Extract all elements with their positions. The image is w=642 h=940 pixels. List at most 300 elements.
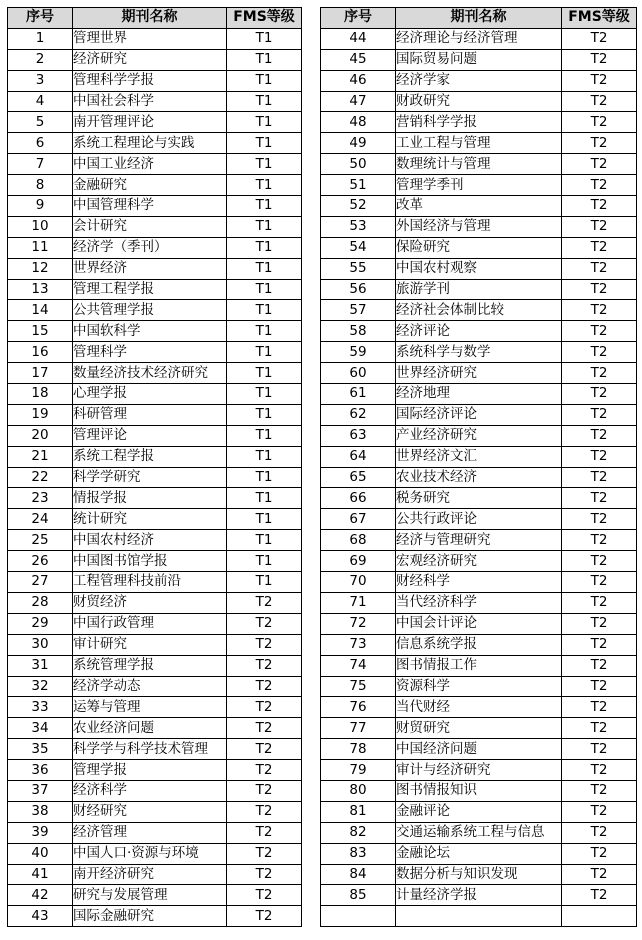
cell-grade: T2 <box>562 425 637 446</box>
cell-name: 中国管理科学 <box>73 196 227 217</box>
cell-name: 南开管理评论 <box>73 112 227 133</box>
cell-name: 系统科学与数学 <box>396 342 562 363</box>
table-row <box>8 592 302 613</box>
cell-num: 33 <box>8 697 73 718</box>
table-row <box>321 634 637 655</box>
cell-num: 3 <box>8 70 73 91</box>
table-row <box>8 488 302 509</box>
cell-name: 科学学研究 <box>73 467 227 488</box>
cell-num: 12 <box>8 258 73 279</box>
cell-num: 69 <box>321 551 396 572</box>
cell-name: 经济科学 <box>73 780 227 801</box>
table-row <box>8 530 302 551</box>
cell-name: 科学学与科学技术管理 <box>73 739 227 760</box>
cell-name: 金融论坛 <box>396 843 562 864</box>
cell-num: 29 <box>8 613 73 634</box>
table-row <box>321 718 637 739</box>
cell-num: 41 <box>8 864 73 885</box>
cell-name: 统计研究 <box>73 509 227 530</box>
table-row <box>321 446 637 467</box>
table-row <box>321 760 637 781</box>
table-row <box>321 530 637 551</box>
cell-name: 数理统计与管理 <box>396 154 562 175</box>
table-row <box>321 801 637 822</box>
cell-name: 保险研究 <box>396 237 562 258</box>
cell-grade: T2 <box>227 634 302 655</box>
cell-num: 75 <box>321 676 396 697</box>
cell-grade: T1 <box>227 321 302 342</box>
cell-name: 改革 <box>396 196 562 217</box>
cell-name: 中国工业经济 <box>73 154 227 175</box>
cell-grade: T2 <box>562 384 637 405</box>
cell-name: 管理评论 <box>73 425 227 446</box>
table-row <box>321 906 637 927</box>
table-row <box>8 613 302 634</box>
cell-num: 22 <box>8 467 73 488</box>
table-row <box>321 655 637 676</box>
table-row <box>8 300 302 321</box>
cell-name: 数量经济技术经济研究 <box>73 363 227 384</box>
cell-name: 信息系统学报 <box>396 634 562 655</box>
cell-num: 40 <box>8 843 73 864</box>
cell-name: 中国经济问题 <box>396 739 562 760</box>
cell-name: 经济社会体制比较 <box>396 300 562 321</box>
cell-grade: T2 <box>562 154 637 175</box>
table-row <box>8 697 302 718</box>
cell-name: 计量经济学报 <box>396 885 562 906</box>
cell-num: 62 <box>321 404 396 425</box>
cell-grade: T2 <box>562 676 637 697</box>
cell-name: 国际贸易问题 <box>396 49 562 70</box>
cell-grade: T1 <box>227 237 302 258</box>
cell-name: 会计研究 <box>73 216 227 237</box>
table-row <box>8 634 302 655</box>
table-row <box>321 300 637 321</box>
cell-num: 56 <box>321 279 396 300</box>
cell-grade: T1 <box>227 133 302 154</box>
cell-grade: T2 <box>562 488 637 509</box>
cell-num: 67 <box>321 509 396 530</box>
cell-num: 20 <box>8 425 73 446</box>
cell-grade: T2 <box>562 321 637 342</box>
header-name: 期刊名称 <box>73 8 227 29</box>
cell-grade <box>562 906 637 927</box>
table-row <box>321 864 637 885</box>
table-row <box>8 154 302 175</box>
cell-num: 9 <box>8 196 73 217</box>
cell-name: 中国农村经济 <box>73 530 227 551</box>
cell-name: 审计与经济研究 <box>396 760 562 781</box>
cell-name: 中国图书馆学报 <box>73 551 227 572</box>
cell-name: 财经研究 <box>73 801 227 822</box>
cell-num: 36 <box>8 760 73 781</box>
cell-num: 14 <box>8 300 73 321</box>
cell-num: 13 <box>8 279 73 300</box>
cell-num: 59 <box>321 342 396 363</box>
cell-grade: T2 <box>562 509 637 530</box>
cell-grade: T2 <box>562 467 637 488</box>
table-row <box>321 237 637 258</box>
cell-num: 44 <box>321 28 396 49</box>
cell-name: 工业工程与管理 <box>396 133 562 154</box>
cell-name: 财政研究 <box>396 91 562 112</box>
table-row <box>8 446 302 467</box>
table-row <box>321 216 637 237</box>
cell-grade: T2 <box>562 279 637 300</box>
cell-grade: T2 <box>562 739 637 760</box>
cell-grade: T2 <box>562 885 637 906</box>
cell-grade: T2 <box>562 634 637 655</box>
table-row <box>321 739 637 760</box>
cell-num: 10 <box>8 216 73 237</box>
table-row <box>8 28 302 49</box>
cell-num: 54 <box>321 237 396 258</box>
cell-num: 78 <box>321 739 396 760</box>
cell-num: 51 <box>321 175 396 196</box>
cell-name: 系统管理学报 <box>73 655 227 676</box>
cell-name: 南开经济研究 <box>73 864 227 885</box>
cell-num: 53 <box>321 216 396 237</box>
cell-num: 4 <box>8 91 73 112</box>
cell-name: 世界经济文汇 <box>396 446 562 467</box>
table-row <box>8 342 302 363</box>
cell-grade: T2 <box>562 780 637 801</box>
cell-grade: T2 <box>227 822 302 843</box>
cell-num: 11 <box>8 237 73 258</box>
table-row <box>321 697 637 718</box>
cell-name: 资源科学 <box>396 676 562 697</box>
cell-num: 82 <box>321 822 396 843</box>
table-row <box>321 822 637 843</box>
cell-name: 工程管理科技前沿 <box>73 572 227 593</box>
table-row <box>8 425 302 446</box>
table-row <box>321 885 637 906</box>
cell-num: 37 <box>8 780 73 801</box>
cell-grade: T1 <box>227 300 302 321</box>
cell-num: 7 <box>8 154 73 175</box>
cell-grade: T1 <box>227 91 302 112</box>
cell-grade: T1 <box>227 572 302 593</box>
table-row <box>321 342 637 363</box>
table-row <box>8 175 302 196</box>
cell-num: 68 <box>321 530 396 551</box>
cell-name: 管理工程学报 <box>73 279 227 300</box>
cell-name: 世界经济研究 <box>396 363 562 384</box>
cell-grade: T2 <box>562 530 637 551</box>
cell-name: 运筹与管理 <box>73 697 227 718</box>
cell-name: 图书情报知识 <box>396 780 562 801</box>
cell-num: 43 <box>8 906 73 927</box>
cell-grade: T2 <box>562 718 637 739</box>
cell-grade: T1 <box>227 530 302 551</box>
cell-num: 1 <box>8 28 73 49</box>
cell-grade: T2 <box>227 592 302 613</box>
table-row <box>8 780 302 801</box>
cell-num: 15 <box>8 321 73 342</box>
cell-name: 公共管理学报 <box>73 300 227 321</box>
table-row <box>321 509 637 530</box>
cell-grade: T2 <box>562 175 637 196</box>
table-row <box>321 49 637 70</box>
cell-num: 21 <box>8 446 73 467</box>
table-row <box>8 196 302 217</box>
cell-name: 金融研究 <box>73 175 227 196</box>
cell-name: 研究与发展管理 <box>73 885 227 906</box>
cell-grade: T2 <box>562 363 637 384</box>
table-row <box>8 91 302 112</box>
table-row <box>8 551 302 572</box>
table-row <box>8 676 302 697</box>
cell-num: 81 <box>321 801 396 822</box>
cell-num: 72 <box>321 613 396 634</box>
cell-name: 国际经济评论 <box>396 404 562 425</box>
cell-grade: T1 <box>227 175 302 196</box>
cell-num: 77 <box>321 718 396 739</box>
cell-num: 83 <box>321 843 396 864</box>
cell-num: 16 <box>8 342 73 363</box>
table-row <box>8 258 302 279</box>
table-row <box>321 843 637 864</box>
cell-name: 中国行政管理 <box>73 613 227 634</box>
cell-num: 30 <box>8 634 73 655</box>
cell-grade: T2 <box>562 196 637 217</box>
cell-name: 营销科学学报 <box>396 112 562 133</box>
cell-num: 6 <box>8 133 73 154</box>
cell-num: 25 <box>8 530 73 551</box>
cell-grade: T1 <box>227 342 302 363</box>
header-num: 序号 <box>8 8 73 29</box>
cell-grade: T2 <box>562 133 637 154</box>
table-row <box>8 906 302 927</box>
cell-num: 24 <box>8 509 73 530</box>
cell-name: 经济学（季刊） <box>73 237 227 258</box>
cell-name: 管理科学学报 <box>73 70 227 91</box>
cell-grade: T2 <box>562 613 637 634</box>
cell-num: 28 <box>8 592 73 613</box>
cell-grade: T2 <box>562 801 637 822</box>
cell-grade: T2 <box>227 697 302 718</box>
cell-grade: T2 <box>562 551 637 572</box>
cell-name: 经济评论 <box>396 321 562 342</box>
cell-num: 47 <box>321 91 396 112</box>
cell-num: 8 <box>8 175 73 196</box>
table-row <box>8 216 302 237</box>
cell-grade: T2 <box>227 613 302 634</box>
cell-grade: T1 <box>227 425 302 446</box>
cell-grade: T2 <box>227 843 302 864</box>
cell-name: 情报学报 <box>73 488 227 509</box>
cell-name: 中国会计评论 <box>396 613 562 634</box>
cell-num: 61 <box>321 384 396 405</box>
cell-grade: T1 <box>227 28 302 49</box>
cell-name: 图书情报工作 <box>396 655 562 676</box>
cell-grade: T1 <box>227 70 302 91</box>
table-row <box>8 572 302 593</box>
cell-grade: T1 <box>227 49 302 70</box>
cell-num: 26 <box>8 551 73 572</box>
table-row <box>321 551 637 572</box>
cell-num: 58 <box>321 321 396 342</box>
cell-num: 64 <box>321 446 396 467</box>
cell-num: 34 <box>8 718 73 739</box>
table-row <box>8 404 302 425</box>
cell-grade: T2 <box>562 843 637 864</box>
cell-num: 65 <box>321 467 396 488</box>
cell-grade: T1 <box>227 112 302 133</box>
cell-grade: T2 <box>562 446 637 467</box>
cell-name: 税务研究 <box>396 488 562 509</box>
table-row <box>321 175 637 196</box>
cell-name: 外国经济与管理 <box>396 216 562 237</box>
cell-name: 经济管理 <box>73 822 227 843</box>
cell-name: 金融评论 <box>396 801 562 822</box>
cell-num: 18 <box>8 384 73 405</box>
table-row <box>8 363 302 384</box>
cell-grade: T2 <box>562 28 637 49</box>
cell-num: 2 <box>8 49 73 70</box>
cell-num: 27 <box>8 572 73 593</box>
cell-name: 管理世界 <box>73 28 227 49</box>
cell-grade: T1 <box>227 509 302 530</box>
table-row <box>8 655 302 676</box>
cell-name: 经济学动态 <box>73 676 227 697</box>
cell-grade: T2 <box>227 801 302 822</box>
cell-num: 23 <box>8 488 73 509</box>
cell-name: 管理学季刊 <box>396 175 562 196</box>
cell-num: 48 <box>321 112 396 133</box>
cell-name: 系统工程学报 <box>73 446 227 467</box>
cell-name: 公共行政评论 <box>396 509 562 530</box>
cell-grade: T1 <box>227 551 302 572</box>
table-row <box>321 404 637 425</box>
table-row <box>321 592 637 613</box>
journal-table-left <box>7 7 302 927</box>
cell-name <box>396 906 562 927</box>
cell-name: 经济学家 <box>396 70 562 91</box>
table-row <box>321 613 637 634</box>
cell-name: 审计研究 <box>73 634 227 655</box>
table-row <box>321 196 637 217</box>
table-row <box>321 321 637 342</box>
table-row <box>8 718 302 739</box>
table-row <box>321 28 637 49</box>
cell-name: 交通运输系统工程与信息 <box>396 822 562 843</box>
cell-num: 71 <box>321 592 396 613</box>
table-row <box>8 509 302 530</box>
cell-num: 74 <box>321 655 396 676</box>
table-row <box>321 572 637 593</box>
table-row <box>321 133 637 154</box>
cell-grade: T2 <box>562 70 637 91</box>
cell-grade: T1 <box>227 216 302 237</box>
table-row <box>321 384 637 405</box>
cell-name: 系统工程理论与实践 <box>73 133 227 154</box>
cell-num: 32 <box>8 676 73 697</box>
cell-name: 中国农村观察 <box>396 258 562 279</box>
cell-grade: T2 <box>227 885 302 906</box>
cell-grade: T1 <box>227 467 302 488</box>
cell-num: 50 <box>321 154 396 175</box>
cell-grade: T2 <box>562 822 637 843</box>
cell-grade: T2 <box>227 739 302 760</box>
header-num: 序号 <box>321 8 396 29</box>
cell-grade: T2 <box>227 760 302 781</box>
table-row <box>8 864 302 885</box>
table-row <box>8 384 302 405</box>
cell-num: 63 <box>321 425 396 446</box>
cell-num: 38 <box>8 801 73 822</box>
cell-name: 经济研究 <box>73 49 227 70</box>
cell-grade: T2 <box>562 49 637 70</box>
cell-num: 31 <box>8 655 73 676</box>
cell-num: 66 <box>321 488 396 509</box>
cell-num: 84 <box>321 864 396 885</box>
table-row <box>321 425 637 446</box>
table-row <box>8 133 302 154</box>
cell-grade: T2 <box>562 300 637 321</box>
table-row <box>321 112 637 133</box>
table-row <box>321 279 637 300</box>
cell-name: 管理学报 <box>73 760 227 781</box>
table-row <box>8 321 302 342</box>
cell-name: 农业技术经济 <box>396 467 562 488</box>
table-row <box>321 154 637 175</box>
cell-grade: T1 <box>227 258 302 279</box>
cell-grade: T1 <box>227 446 302 467</box>
cell-grade: T2 <box>227 864 302 885</box>
table-row <box>321 488 637 509</box>
cell-num: 55 <box>321 258 396 279</box>
cell-name: 数据分析与知识发现 <box>396 864 562 885</box>
table-row <box>8 467 302 488</box>
cell-grade: T1 <box>227 384 302 405</box>
table-row <box>8 70 302 91</box>
cell-num: 5 <box>8 112 73 133</box>
cell-grade: T1 <box>227 363 302 384</box>
cell-num: 85 <box>321 885 396 906</box>
cell-num: 19 <box>8 404 73 425</box>
cell-name: 国际金融研究 <box>73 906 227 927</box>
cell-grade: T2 <box>227 906 302 927</box>
cell-num: 70 <box>321 572 396 593</box>
cell-grade: T1 <box>227 154 302 175</box>
cell-grade: T1 <box>227 196 302 217</box>
cell-num: 45 <box>321 49 396 70</box>
cell-name: 财贸研究 <box>396 718 562 739</box>
header-grade: FMS等级 <box>562 8 637 29</box>
cell-grade: T2 <box>562 112 637 133</box>
header-name: 期刊名称 <box>396 8 562 29</box>
cell-num <box>321 906 396 927</box>
table-row <box>8 49 302 70</box>
cell-grade: T1 <box>227 488 302 509</box>
table-row <box>8 237 302 258</box>
cell-grade: T2 <box>562 216 637 237</box>
cell-name: 农业经济问题 <box>73 718 227 739</box>
table-row <box>321 780 637 801</box>
cell-name: 科研管理 <box>73 404 227 425</box>
cell-grade: T2 <box>227 655 302 676</box>
table-row <box>321 91 637 112</box>
cell-grade: T2 <box>562 655 637 676</box>
table-row <box>8 112 302 133</box>
cell-grade: T2 <box>562 760 637 781</box>
table-row <box>321 467 637 488</box>
table-row <box>8 760 302 781</box>
cell-name: 当代财经 <box>396 697 562 718</box>
cell-grade: T2 <box>562 697 637 718</box>
cell-num: 46 <box>321 70 396 91</box>
